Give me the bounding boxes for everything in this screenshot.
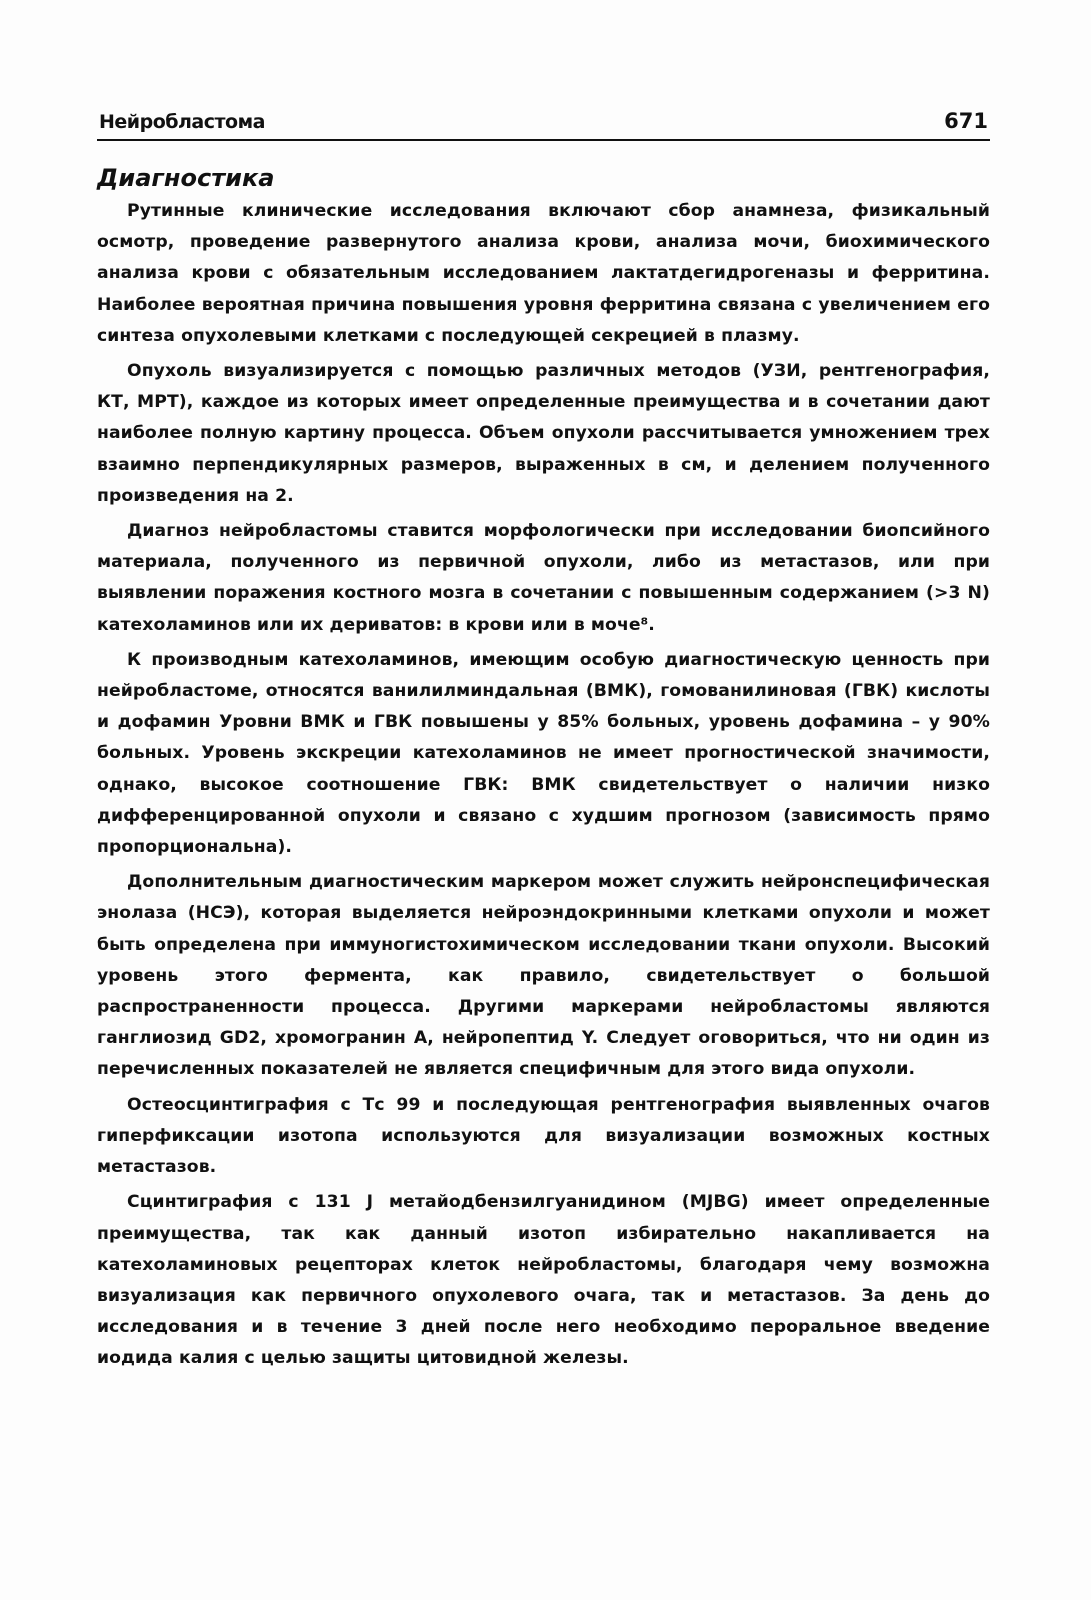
paragraph-imaging: Опухоль визуализируется с помощью различных методов (УЗИ, рентгенография, КТ, МРТ), каждое из которых имеет определенные преимущества и в сочетании дают наиболее полную картину процесса. Объем опухоли рассчитывается умножением трех взаимно перпендикулярных размеров, выраженных в см, и делением полученного произведения на 2. (97, 361, 990, 506)
paragraph-markers: Дополнительным диагностическим маркером может служить нейронспецифическая энолаза (НСЭ), которая выделяется нейроэндокринными клетками опухоли и может быть определена при иммуногистохимическом исследовании ткани опухоли. Высокий уровень этого фермента, как правило, свидетельствует о большой распространенности процесса. Другими маркерами нейробластомы являются ганглиозид GD2, хромогранин А, нейропептид Y. Следует оговориться, что ни один из перечисленных показателей не является специфичным для этого вида опухоли. (97, 872, 990, 1080)
paragraph-osteoscintigraphy: Остеосцинтиграфия с Тс 99 и последующая рентгенография выявленных очагов гиперфиксации изотопа используются для визуализации возможных костных метастазов. (97, 1094, 990, 1178)
page-number: 671 (944, 109, 988, 133)
page-header (97, 111, 990, 141)
paragraph-diagnosis: Диагноз нейробластомы ставится морфологически при исследовании биопсийного материала, полученного из первичной опухоли, либо из метастазов, или при выявлении поражения костного мозга в сочетании с повышенным содержанием (>3 N) катехоламинов или их дериватов: в крови или в моче⁸. (97, 521, 990, 635)
paragraph-routine-tests: Рутинные клинические исследования включают сбор анамнеза, физикальный осмотр, проведение развернутого анализа крови, анализа мочи, биохимического анализа крови с обязательным исследованием лактатдегидрогеназы и ферритина. Наиболее вероятная причина повышения уровня ферритина связана с увеличением его синтеза опухолевыми клетками с последующей секрецией в плазму. (97, 201, 990, 346)
paragraph-mibg-scintigraphy: Сцинтиграфия с 131 J метайодбензилгуанидином (MJBG) имеет определенные преимущества, так как данный изотоп избирательно накапливается на катехоламиновых рецепторах клеток нейробластомы, благодаря чему возможна визуализация как первичного опухолевого очага, так и метастазов. За день до исследования и в течение 3 дней после него необходимо пероральное введение иодида калия с целью защиты цитовидной железы. (97, 1192, 990, 1369)
paragraph-catecholamines: К производным катехоламинов, имеющим особую диагностическую ценность при нейробластоме, относятся ванилилминдальная (ВМК), гомованилиновая (ГВК) кислоты и дофамин Уровни ВМК и ГВК повышены у 85% больных, уровень дофамина – у 90% больных. Уровень экскреции катехоламинов не имеет прогностической значимости, однако, высокое соотношение ГВК: ВМК свидетельствует о наличии низко дифференцированной опухоли и связано с худшим прогнозом (зависимость прямо пропорциональна). (97, 649, 990, 858)
page-body (97, 162, 990, 1379)
section-title: Диагностика (97, 164, 275, 192)
running-head: Нейробластома (99, 111, 265, 133)
